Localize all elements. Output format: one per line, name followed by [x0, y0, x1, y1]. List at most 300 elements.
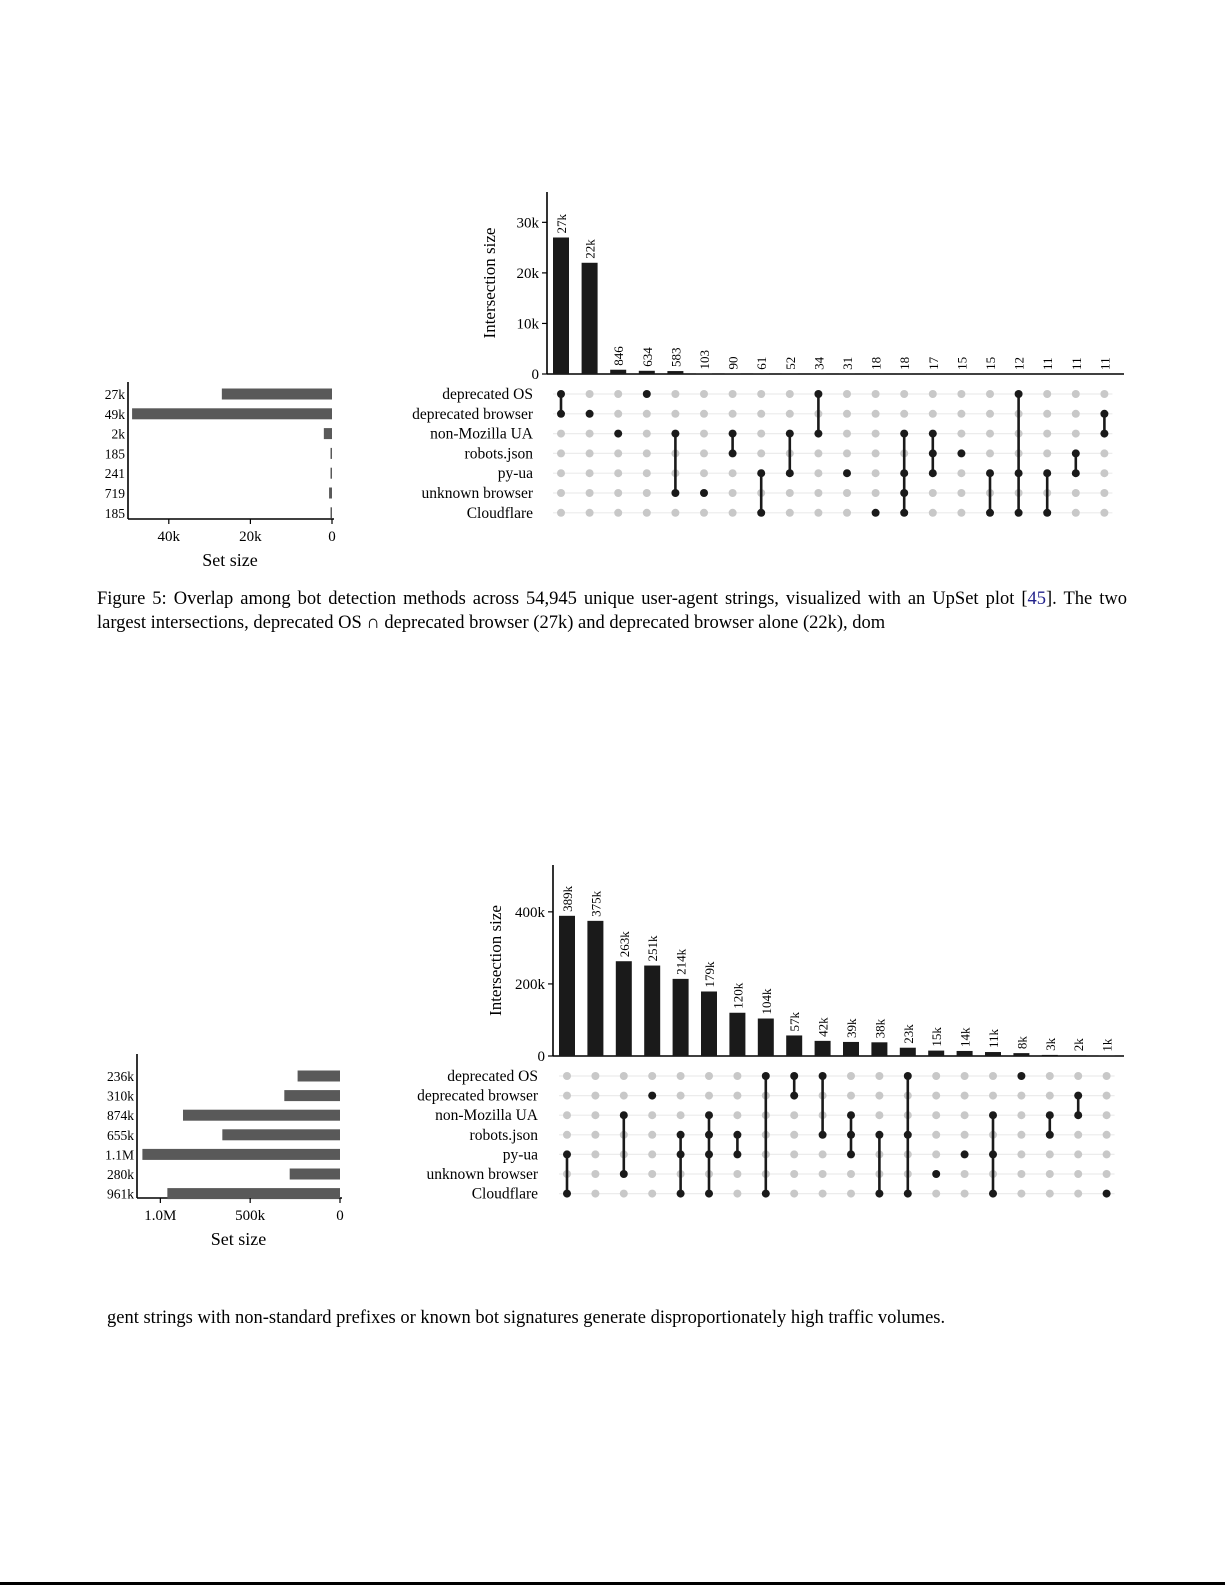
matrix-dot-inactive	[1043, 410, 1051, 418]
matrix-dot-active	[677, 1150, 685, 1158]
set-size-value-label: 185	[104, 505, 125, 521]
intersection-value-label: 251k	[645, 935, 661, 962]
intersection-value-label: 18	[868, 356, 884, 370]
matrix-dot-inactive	[586, 430, 594, 438]
matrix-dot-active	[733, 1131, 741, 1139]
matrix-dot-inactive	[986, 390, 994, 398]
matrix-dot-inactive	[614, 410, 622, 418]
matrix-dot-active	[875, 1190, 883, 1198]
matrix-dot-inactive	[961, 1072, 969, 1080]
set-size-bar	[222, 1129, 340, 1140]
set-size-value-label: 961k	[107, 1186, 134, 1202]
matrix-dot-inactive	[614, 390, 622, 398]
set-name-label: robots.json	[464, 445, 533, 463]
matrix-dot-active	[648, 1092, 656, 1100]
matrix-dot-inactive	[643, 489, 651, 497]
matrix-dot-inactive	[733, 1111, 741, 1119]
matrix-dot-active	[620, 1111, 628, 1119]
matrix-dot-active	[904, 1072, 912, 1080]
matrix-dot-active	[929, 449, 937, 457]
upset-chart-1	[0, 180, 1225, 580]
matrix-dot-active	[989, 1111, 997, 1119]
set-name-label: deprecated browser	[412, 405, 533, 423]
matrix-dot-inactive	[1100, 509, 1108, 517]
set-name-label: Cloudflare	[466, 504, 533, 522]
matrix-dot-inactive	[1046, 1092, 1054, 1100]
matrix-dot-inactive	[932, 1150, 940, 1158]
matrix-dot-inactive	[847, 1092, 855, 1100]
matrix-dot-inactive	[961, 1111, 969, 1119]
matrix-dot-active	[1015, 390, 1023, 398]
intersection-bar	[559, 916, 575, 1056]
matrix-dot-inactive	[1100, 489, 1108, 497]
matrix-dot-inactive	[843, 430, 851, 438]
y-tick-label: 0	[537, 1049, 545, 1065]
matrix-dot-inactive	[1046, 1190, 1054, 1198]
set-size-tick-label: 40k	[157, 529, 181, 545]
matrix-dot-inactive	[757, 410, 765, 418]
y-tick-label: 200k	[515, 976, 545, 993]
matrix-dot-inactive	[961, 1092, 969, 1100]
set-size-value-label: 241	[104, 466, 125, 482]
matrix-dot-inactive	[819, 1170, 827, 1178]
intersection-value-label: 11	[1068, 357, 1084, 370]
intersection-bar	[1070, 1055, 1086, 1056]
intersection-bar	[729, 1013, 745, 1056]
matrix-dot-inactive	[563, 1131, 571, 1139]
matrix-dot-inactive	[872, 390, 880, 398]
intersection-value-label: 31	[840, 356, 855, 370]
matrix-dot-inactive	[932, 1131, 940, 1139]
matrix-dot-inactive	[586, 509, 594, 517]
intersection-bar	[985, 1052, 1001, 1056]
matrix-dot-active	[1015, 509, 1023, 517]
matrix-dot-inactive	[614, 449, 622, 457]
matrix-dot-active	[705, 1131, 713, 1139]
matrix-dot-inactive	[1074, 1150, 1082, 1158]
set-size-value-label: 2k	[111, 426, 125, 442]
intersection-bar	[957, 1051, 973, 1056]
intersection-value-label: 39k	[844, 1018, 859, 1038]
matrix-dot-inactive	[1074, 1072, 1082, 1080]
set-name-label: py-ua	[502, 1146, 538, 1164]
set-name-label: unknown browser	[426, 1166, 538, 1183]
matrix-dot-active	[786, 469, 794, 477]
matrix-dot-inactive	[961, 1131, 969, 1139]
matrix-dot-inactive	[643, 410, 651, 418]
matrix-dot-inactive	[648, 1170, 656, 1178]
matrix-dot-inactive	[989, 1072, 997, 1080]
matrix-dot-inactive	[1072, 410, 1080, 418]
citation-link[interactable]: 45	[1027, 589, 1047, 609]
matrix-dot-inactive	[1074, 1170, 1082, 1178]
matrix-dot-inactive	[677, 1111, 685, 1119]
matrix-dot-inactive	[875, 1111, 883, 1119]
matrix-dot-inactive	[620, 1072, 628, 1080]
intersection-bar	[1042, 1055, 1058, 1056]
matrix-dot-inactive	[1017, 1111, 1025, 1119]
matrix-dot-inactive	[1072, 390, 1080, 398]
intersection-value-label: 57k	[787, 1011, 803, 1032]
matrix-dot-inactive	[790, 1190, 798, 1198]
intersection-value-label: 52	[782, 356, 798, 370]
matrix-dot-active	[819, 1131, 827, 1139]
matrix-dot-inactive	[872, 489, 880, 497]
matrix-dot-inactive	[932, 1072, 940, 1080]
set-size-value-label: 310k	[107, 1088, 134, 1104]
matrix-dot-inactive	[586, 489, 594, 497]
matrix-dot-active	[814, 430, 822, 438]
intersection-value-label: 8k	[1014, 1036, 1030, 1050]
matrix-dot-active	[1043, 469, 1051, 477]
intersection-value-label: 120k	[730, 982, 746, 1009]
intersection-value-label: 15	[983, 356, 998, 370]
matrix-dot-inactive	[957, 390, 965, 398]
matrix-dot-active	[790, 1092, 798, 1100]
matrix-dot-active	[847, 1150, 855, 1158]
matrix-dot-active	[1015, 469, 1023, 477]
matrix-dot-inactive	[671, 509, 679, 517]
intersection-value-label: 12	[1011, 356, 1027, 370]
intersection-value-label: 104k	[758, 988, 774, 1015]
matrix-dot-inactive	[729, 390, 737, 398]
matrix-dot-inactive	[648, 1072, 656, 1080]
intersection-bar	[639, 371, 655, 374]
matrix-dot-inactive	[700, 449, 708, 457]
set-size-value-label: 280k	[107, 1167, 134, 1182]
intersection-value-label: 61	[754, 356, 770, 370]
intersection-value-label: 11k	[986, 1029, 1001, 1049]
set-name-label: robots.json	[469, 1126, 538, 1144]
matrix-dot-active	[677, 1131, 685, 1139]
matrix-dot-inactive	[729, 469, 737, 477]
matrix-dot-active	[1072, 449, 1080, 457]
y-tick-label: 400k	[515, 904, 545, 921]
matrix-dot-inactive	[786, 390, 794, 398]
matrix-dot-inactive	[1100, 469, 1108, 477]
matrix-dot-active	[1072, 469, 1080, 477]
intersection-bar	[928, 1051, 944, 1056]
matrix-dot-inactive	[1072, 489, 1080, 497]
matrix-dot-inactive	[733, 1190, 741, 1198]
matrix-dot-inactive	[957, 410, 965, 418]
matrix-dot-inactive	[1072, 509, 1080, 517]
intersection-value-label: 23k	[900, 1024, 916, 1044]
matrix-dot-inactive	[648, 1131, 656, 1139]
matrix-dot-inactive	[648, 1150, 656, 1158]
matrix-dot-inactive	[677, 1072, 685, 1080]
matrix-dot-inactive	[643, 449, 651, 457]
matrix-dot-active	[900, 430, 908, 438]
matrix-dot-inactive	[843, 509, 851, 517]
matrix-dot-active	[875, 1131, 883, 1139]
matrix-dot-inactive	[929, 489, 937, 497]
matrix-dot-inactive	[677, 1092, 685, 1100]
y-axis-title: Intersection size	[486, 905, 505, 1016]
matrix-dot-active	[700, 489, 708, 497]
set-name-label: py-ua	[497, 465, 533, 483]
intersection-bar	[871, 1042, 887, 1056]
intersection-value-label: 634	[639, 347, 655, 367]
matrix-dot-inactive	[671, 410, 679, 418]
caption-text-suffix: ]. The two largest intersections, deprecated OS ∩ deprecated browser (27k) and deprecated browser alone (22k), dom	[97, 589, 1127, 633]
matrix-dot-inactive	[961, 1190, 969, 1198]
matrix-dot-active	[814, 390, 822, 398]
matrix-dot-active	[729, 430, 737, 438]
matrix-dot-inactive	[957, 489, 965, 497]
matrix-dot-inactive	[733, 1072, 741, 1080]
set-name-label: deprecated OS	[447, 1068, 538, 1085]
intersection-value-label: 375k	[588, 890, 604, 917]
matrix-dot-inactive	[557, 509, 565, 517]
matrix-dot-active	[989, 1190, 997, 1198]
matrix-dot-active	[904, 1131, 912, 1139]
matrix-dot-inactive	[591, 1111, 599, 1119]
matrix-dot-inactive	[1103, 1131, 1111, 1139]
matrix-dot-inactive	[591, 1131, 599, 1139]
matrix-dot-inactive	[563, 1072, 571, 1080]
matrix-dot-inactive	[757, 449, 765, 457]
matrix-dot-inactive	[843, 390, 851, 398]
matrix-dot-inactive	[1103, 1072, 1111, 1080]
matrix-dot-inactive	[875, 1092, 883, 1100]
matrix-dot-active	[757, 509, 765, 517]
intersection-value-label: 263k	[616, 931, 632, 958]
intersection-bar	[1013, 1053, 1029, 1056]
set-name-label: deprecated browser	[417, 1087, 538, 1105]
matrix-dot-inactive	[700, 430, 708, 438]
intersection-value-label: 22k	[582, 239, 598, 259]
matrix-dot-inactive	[872, 449, 880, 457]
intersection-value-label: 34	[811, 356, 827, 370]
set-size-bar	[142, 1149, 340, 1160]
matrix-dot-inactive	[843, 449, 851, 457]
matrix-dot-inactive	[929, 390, 937, 398]
matrix-dot-inactive	[729, 410, 737, 418]
matrix-dot-inactive	[786, 410, 794, 418]
matrix-dot-inactive	[757, 390, 765, 398]
set-size-bar	[167, 1188, 340, 1199]
set-size-value-label: 655k	[107, 1127, 134, 1143]
matrix-dot-inactive	[1017, 1150, 1025, 1158]
matrix-dot-inactive	[643, 509, 651, 517]
matrix-dot-inactive	[1017, 1092, 1025, 1100]
matrix-dot-inactive	[814, 469, 822, 477]
matrix-dot-active	[786, 430, 794, 438]
matrix-dot-inactive	[563, 1092, 571, 1100]
matrix-dot-inactive	[733, 1170, 741, 1178]
intersection-bar	[900, 1048, 916, 1056]
matrix-dot-active	[729, 449, 737, 457]
set-name-label: deprecated OS	[442, 386, 533, 403]
matrix-dot-active	[563, 1190, 571, 1198]
intersection-bar	[587, 921, 603, 1056]
matrix-dot-inactive	[757, 430, 765, 438]
matrix-dot-inactive	[1017, 1131, 1025, 1139]
caption-text-prefix: Figure 5: Overlap among bot detection methods across 54,945 unique user-agent strings, visualized with an UpSet plot [	[97, 589, 1028, 609]
set-size-tick-label: 1.0M	[144, 1208, 177, 1224]
set-size-bar	[298, 1071, 340, 1082]
intersection-value-label: 11	[1097, 357, 1113, 370]
matrix-dot-inactive	[1046, 1072, 1054, 1080]
matrix-dot-inactive	[847, 1190, 855, 1198]
matrix-dot-inactive	[557, 469, 565, 477]
intersection-bar	[815, 1041, 831, 1056]
matrix-dot-active	[1100, 430, 1108, 438]
set-name-label: non-Mozilla UA	[435, 1107, 538, 1125]
matrix-dot-active	[1074, 1092, 1082, 1100]
intersection-bar	[616, 961, 632, 1056]
matrix-dot-active	[1046, 1131, 1054, 1139]
matrix-dot-inactive	[591, 1150, 599, 1158]
set-size-bar	[331, 507, 333, 518]
matrix-dot-inactive	[843, 410, 851, 418]
matrix-dot-inactive	[1043, 430, 1051, 438]
matrix-dot-inactive	[586, 469, 594, 477]
set-size-bar	[329, 488, 332, 499]
matrix-dot-inactive	[790, 1150, 798, 1158]
matrix-dot-active	[762, 1190, 770, 1198]
set-size-axis-title: Set size	[202, 550, 258, 570]
matrix-dot-active	[557, 410, 565, 418]
intersection-value-label: 11	[1040, 357, 1056, 370]
matrix-dot-active	[705, 1111, 713, 1119]
intersection-value-label: 90	[725, 356, 741, 370]
matrix-dot-inactive	[932, 1092, 940, 1100]
set-size-value-label: 49k	[104, 406, 125, 422]
matrix-dot-active	[757, 469, 765, 477]
body-text-paragraph: gent strings with non-standard prefixes or known bot signatures generate disproportionately high traffic volumes.	[107, 1308, 946, 1328]
matrix-dot-inactive	[586, 390, 594, 398]
intersection-bar	[582, 263, 598, 374]
matrix-dot-inactive	[847, 1170, 855, 1178]
matrix-dot-inactive	[614, 489, 622, 497]
matrix-dot-inactive	[1072, 430, 1080, 438]
intersection-bar	[673, 979, 689, 1056]
set-name-label: non-Mozilla UA	[430, 425, 533, 443]
matrix-dot-inactive	[900, 410, 908, 418]
intersection-value-label: 17	[925, 356, 941, 370]
set-size-value-label: 1.1M	[105, 1147, 134, 1163]
matrix-dot-inactive	[814, 509, 822, 517]
matrix-dot-inactive	[1074, 1190, 1082, 1198]
set-size-tick-label: 20k	[239, 529, 262, 545]
y-tick-label: 0	[531, 367, 539, 383]
matrix-dot-active	[847, 1111, 855, 1119]
matrix-dot-active	[1100, 410, 1108, 418]
set-size-bar	[331, 468, 333, 479]
matrix-dot-inactive	[986, 410, 994, 418]
matrix-dot-inactive	[700, 509, 708, 517]
matrix-dot-inactive	[847, 1072, 855, 1080]
matrix-dot-inactive	[614, 469, 622, 477]
matrix-dot-inactive	[790, 1111, 798, 1119]
matrix-dot-inactive	[932, 1190, 940, 1198]
matrix-dot-inactive	[586, 449, 594, 457]
intersection-value-label: 214k	[673, 948, 689, 975]
matrix-dot-inactive	[1103, 1150, 1111, 1158]
intersection-value-label: 42k	[815, 1017, 831, 1037]
intersection-bar	[553, 238, 569, 375]
matrix-dot-inactive	[814, 449, 822, 457]
matrix-dot-inactive	[1043, 449, 1051, 457]
matrix-dot-active	[1043, 509, 1051, 517]
matrix-dot-inactive	[648, 1111, 656, 1119]
matrix-dot-inactive	[648, 1190, 656, 1198]
intersection-value-label: 103	[697, 349, 712, 370]
set-name-label: Cloudflare	[471, 1185, 538, 1203]
matrix-dot-inactive	[957, 430, 965, 438]
intersection-value-label: 583	[668, 347, 684, 368]
matrix-dot-active	[677, 1190, 685, 1198]
set-size-tick-label: 0	[336, 1208, 344, 1224]
intersection-value-label: 389k	[560, 885, 575, 912]
set-size-axis-title: Set size	[210, 1229, 267, 1249]
matrix-dot-active	[989, 1150, 997, 1158]
intersection-value-label: 38k	[872, 1018, 888, 1039]
matrix-dot-inactive	[1103, 1092, 1111, 1100]
set-size-bar	[183, 1110, 340, 1121]
matrix-dot-active	[900, 509, 908, 517]
set-size-bar	[290, 1169, 340, 1180]
set-size-bar	[324, 428, 332, 439]
matrix-dot-active	[957, 449, 965, 457]
matrix-dot-active	[929, 469, 937, 477]
set-size-value-label: 185	[104, 446, 125, 462]
matrix-dot-active	[586, 410, 594, 418]
matrix-dot-inactive	[872, 410, 880, 418]
matrix-dot-inactive	[591, 1170, 599, 1178]
matrix-dot-inactive	[700, 410, 708, 418]
intersection-bar	[610, 370, 626, 374]
matrix-dot-active	[733, 1150, 741, 1158]
matrix-dot-active	[620, 1170, 628, 1178]
set-size-bar	[132, 408, 332, 419]
matrix-dot-active	[872, 509, 880, 517]
matrix-dot-inactive	[875, 1072, 883, 1080]
matrix-dot-inactive	[591, 1190, 599, 1198]
matrix-dot-inactive	[790, 1170, 798, 1178]
matrix-dot-inactive	[1046, 1170, 1054, 1178]
matrix-dot-inactive	[929, 410, 937, 418]
matrix-dot-inactive	[790, 1131, 798, 1139]
matrix-dot-active	[900, 489, 908, 497]
intersection-value-label: 3k	[1042, 1037, 1058, 1051]
matrix-dot-inactive	[1100, 449, 1108, 457]
y-tick-label: 30k	[516, 215, 539, 232]
set-size-value-label: 719	[104, 486, 125, 501]
matrix-dot-inactive	[872, 430, 880, 438]
matrix-dot-active	[790, 1072, 798, 1080]
matrix-dot-active	[843, 469, 851, 477]
matrix-dot-inactive	[786, 489, 794, 497]
matrix-dot-active	[929, 430, 937, 438]
matrix-dot-inactive	[591, 1092, 599, 1100]
y-axis-title: Intersection size	[480, 227, 499, 339]
matrix-dot-active	[986, 509, 994, 517]
set-size-bar	[222, 389, 332, 400]
intersection-value-label: 15k	[929, 1027, 945, 1047]
set-name-label: unknown browser	[421, 485, 533, 502]
intersection-value-label: 18	[897, 356, 913, 370]
intersection-value-label: 2k	[1071, 1038, 1087, 1052]
matrix-dot-active	[1074, 1111, 1082, 1119]
matrix-dot-active	[904, 1190, 912, 1198]
matrix-dot-inactive	[1043, 390, 1051, 398]
matrix-dot-active	[932, 1170, 940, 1178]
set-size-value-label: 874k	[107, 1108, 134, 1124]
intersection-value-label: 14k	[957, 1027, 973, 1047]
